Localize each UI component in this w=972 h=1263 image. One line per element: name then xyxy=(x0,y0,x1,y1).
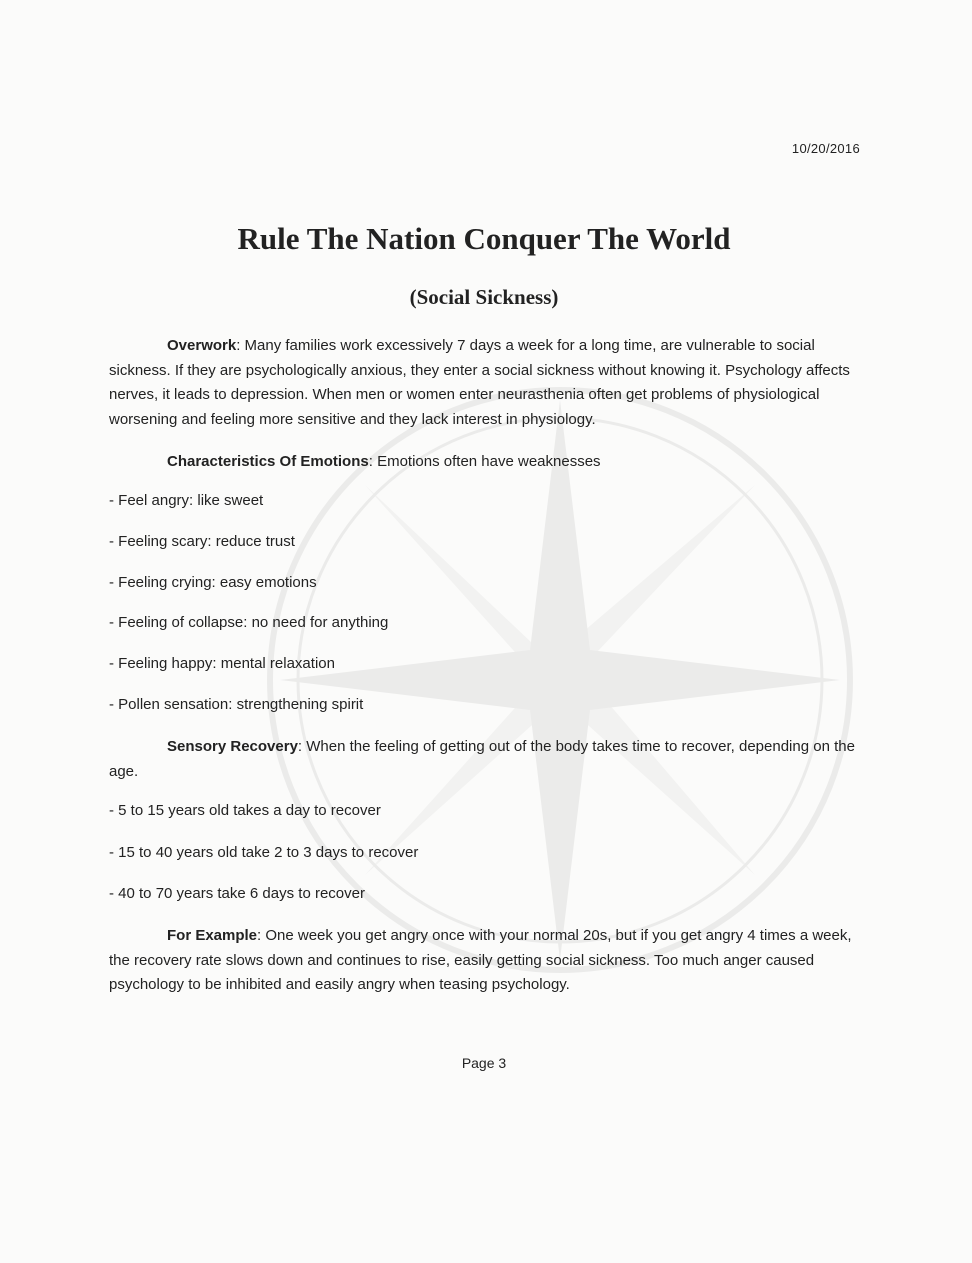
sensory-recovery-text: : When the feeling of getting out of the body takes time to recover, depending on the age. xyxy=(109,738,855,780)
example-text: : One week you get angry once with your normal 20s, but if you get angry 4 times a week, the recovery rate slows down and continues to rise, easily getting social sickness. Too much anger caused psychology to be inhibited and easily angry when teasing psychology. xyxy=(109,927,852,994)
overwork-text: : Many families work excessively 7 days a week for a long time, are vulnerable to social sickness. If they are psychologically anxious, they enter a social sickness without knowing it. Psychology affects nerves, it leads to depression. When men or women enter neurasthenia often get problems of physiological worsening and feeling more sensitive and they lack interest in physiology. xyxy=(109,337,850,428)
list-item: - Feeling scary: reduce trust xyxy=(109,533,295,550)
list-item: - 5 to 15 years old takes a day to recover xyxy=(109,802,381,819)
list-item: - 15 to 40 years old take 2 to 3 days to recover xyxy=(109,844,419,861)
list-item: - Feeling of collapse: no need for anything xyxy=(109,614,389,631)
list-item: - Feeling crying: easy emotions xyxy=(109,574,317,591)
example-paragraph xyxy=(109,924,865,998)
list-item: - Pollen sensation: strengthening spirit xyxy=(109,696,364,713)
sensory-recovery-paragraph xyxy=(109,735,865,784)
document-title: Rule The Nation Conquer The World xyxy=(237,221,731,256)
list-item: - Feel angry: like sweet xyxy=(109,492,264,509)
characteristics-paragraph xyxy=(109,450,865,475)
example-label: For Example xyxy=(167,927,258,944)
overwork-label: Overwork xyxy=(167,337,237,354)
page-number: Page 3 xyxy=(461,1055,507,1071)
list-item: - Feeling happy: mental relaxation xyxy=(109,655,335,672)
list-item: - 40 to 70 years take 6 days to recover xyxy=(109,885,365,902)
overwork-paragraph xyxy=(109,334,865,432)
document-date: 10/20/2016 xyxy=(791,141,860,156)
characteristics-text: : Emotions often have weaknesses xyxy=(368,453,601,470)
sensory-recovery-label: Sensory Recovery xyxy=(167,738,298,755)
characteristics-label: Characteristics Of Emotions xyxy=(167,453,369,470)
document-subtitle: (Social Sickness) xyxy=(409,285,559,309)
